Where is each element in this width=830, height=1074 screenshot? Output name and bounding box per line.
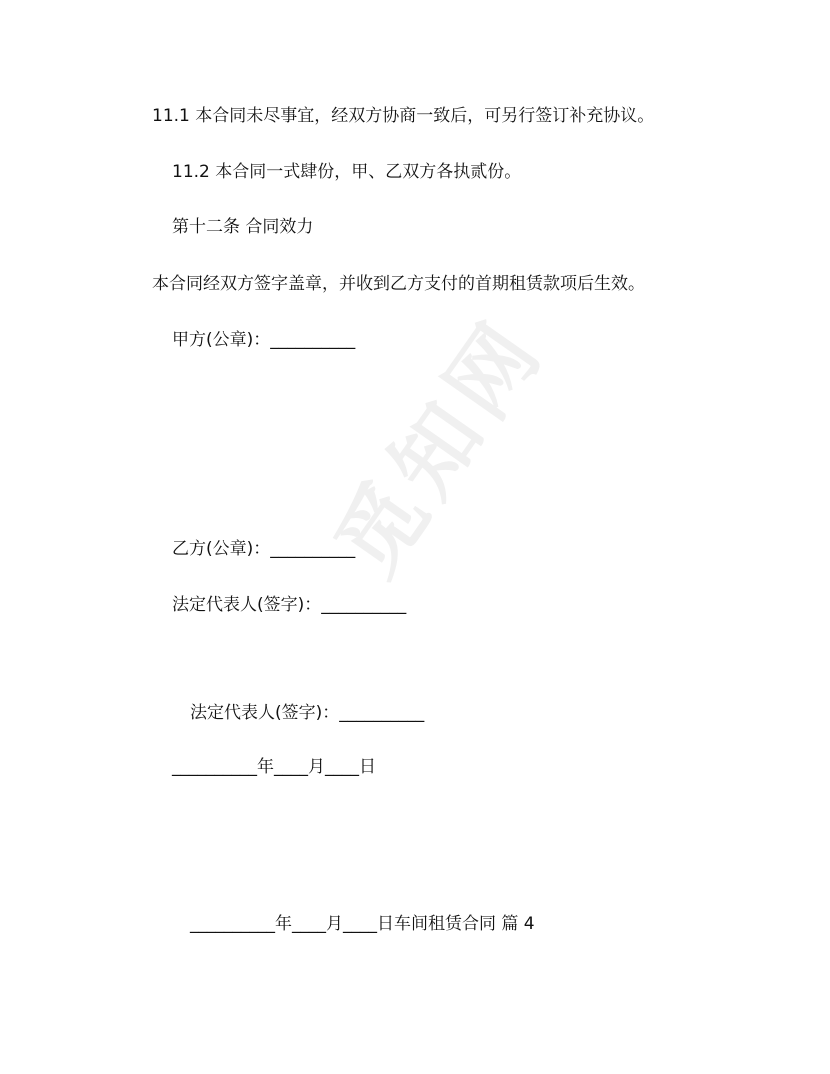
date-line: __________年____月____日: [172, 757, 376, 777]
article-12-body: 本合同经双方签字盖章，并收到乙方支付的首期租赁款项后生效。: [152, 274, 645, 294]
legal-representative-signature-1: 法定代表人(签字)：__________: [172, 595, 407, 615]
clause-11-1: 11.1 本合同未尽事宜，经双方协商一致后，可另行签订补充协议。: [152, 106, 655, 126]
legal-representative-signature-2: 法定代表人(签字)：__________: [190, 703, 425, 723]
clause-11-2: 11.2 本合同一式肆份，甲、乙双方各执贰份。: [172, 162, 522, 182]
party-a-seal: 甲方(公章)：__________: [172, 330, 356, 350]
watermark: 觅知网: [317, 299, 565, 594]
next-section-title: __________年____月____日车间租赁合同 篇 4: [190, 914, 535, 934]
article-12-heading: 第十二条 合同效力: [172, 217, 314, 237]
party-b-seal: 乙方(公章)：__________: [172, 539, 356, 559]
